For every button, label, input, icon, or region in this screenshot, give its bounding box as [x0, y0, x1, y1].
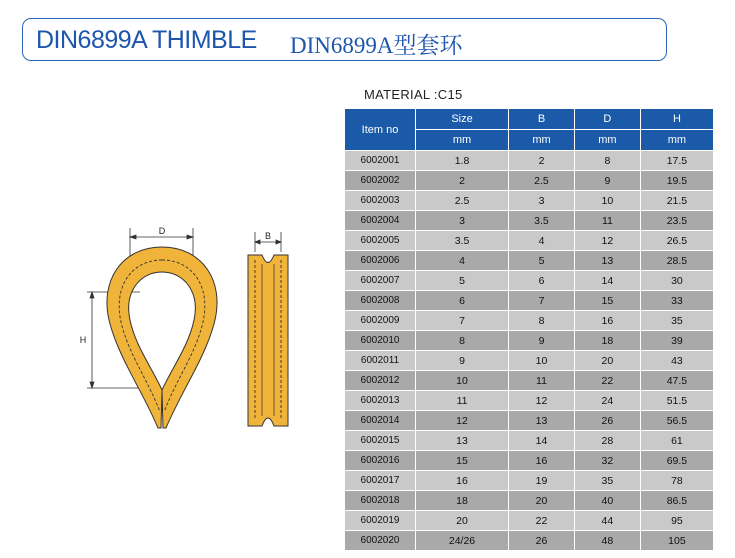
b-cell: 9 — [509, 331, 575, 351]
h-cell: 35 — [640, 311, 713, 331]
b-cell: 22 — [509, 511, 575, 531]
item-no-cell: 6002008 — [345, 291, 416, 311]
b-cell: 11 — [509, 371, 575, 391]
page-title-chinese: DIN6899A型套环 — [290, 33, 463, 58]
h-cell: 23.5 — [640, 211, 713, 231]
d-cell: 9 — [574, 171, 640, 191]
d-cell: 35 — [574, 471, 640, 491]
h-cell: 69.5 — [640, 451, 713, 471]
size-cell: 24/26 — [416, 531, 509, 551]
b-cell: 10 — [509, 351, 575, 371]
d-cell: 18 — [574, 331, 640, 351]
item-no-cell: 6002010 — [345, 331, 416, 351]
h-cell: 39 — [640, 331, 713, 351]
d-cell: 16 — [574, 311, 640, 331]
table-row — [345, 231, 714, 251]
d-cell: 48 — [574, 531, 640, 551]
d-cell: 13 — [574, 251, 640, 271]
table-row — [345, 371, 714, 391]
b-cell: 16 — [509, 451, 575, 471]
h-cell: 61 — [640, 431, 713, 451]
h-cell: 43 — [640, 351, 713, 371]
size-cell: 2.5 — [416, 191, 509, 211]
item-no-cell: 6002018 — [345, 491, 416, 511]
b-cell: 8 — [509, 311, 575, 331]
size-cell: 3 — [416, 211, 509, 231]
size-cell: 4 — [416, 251, 509, 271]
title-box — [22, 18, 667, 61]
h-cell: 56.5 — [640, 411, 713, 431]
table-row — [345, 211, 714, 231]
d-cell: 20 — [574, 351, 640, 371]
column-header-item-no: Item no — [345, 109, 416, 151]
d-cell: 22 — [574, 371, 640, 391]
thimble-drawing — [70, 220, 310, 445]
size-cell: 11 — [416, 391, 509, 411]
d-cell: 10 — [574, 191, 640, 211]
b-cell: 2.5 — [509, 171, 575, 191]
item-no-cell: 6002003 — [345, 191, 416, 211]
item-no-cell: 6002004 — [345, 211, 416, 231]
unit-b: mm — [509, 130, 575, 151]
b-cell: 3 — [509, 191, 575, 211]
h-cell: 105 — [640, 531, 713, 551]
size-cell: 10 — [416, 371, 509, 391]
spec-table — [344, 108, 714, 551]
thimble-side-view — [248, 255, 288, 426]
item-no-cell: 6002011 — [345, 351, 416, 371]
size-cell: 18 — [416, 491, 509, 511]
b-cell: 7 — [509, 291, 575, 311]
b-cell: 4 — [509, 231, 575, 251]
b-cell: 12 — [509, 391, 575, 411]
table-row — [345, 171, 714, 191]
size-cell: 15 — [416, 451, 509, 471]
size-cell: 1.8 — [416, 151, 509, 171]
table-row — [345, 511, 714, 531]
item-no-cell: 6002005 — [345, 231, 416, 251]
item-no-cell: 6002015 — [345, 431, 416, 451]
thimble-front-view — [107, 247, 217, 428]
item-no-cell: 6002007 — [345, 271, 416, 291]
table-row — [345, 491, 714, 511]
d-cell: 40 — [574, 491, 640, 511]
h-cell: 30 — [640, 271, 713, 291]
table-row — [345, 391, 714, 411]
h-cell: 28.5 — [640, 251, 713, 271]
label-d: D — [158, 226, 166, 236]
table-row — [345, 471, 714, 491]
size-cell: 2 — [416, 171, 509, 191]
item-no-cell: 6002016 — [345, 451, 416, 471]
h-cell: 33 — [640, 291, 713, 311]
item-no-cell: 6002017 — [345, 471, 416, 491]
table-row — [345, 251, 714, 271]
unit-size: mm — [416, 130, 509, 151]
column-header-h: H — [640, 109, 713, 130]
item-no-cell: 6002006 — [345, 251, 416, 271]
item-no-cell: 6002020 — [345, 531, 416, 551]
d-cell: 28 — [574, 431, 640, 451]
b-cell: 19 — [509, 471, 575, 491]
table-row — [345, 451, 714, 471]
d-cell: 8 — [574, 151, 640, 171]
table-row — [345, 351, 714, 371]
table-row — [345, 431, 714, 451]
table-row — [345, 331, 714, 351]
b-cell: 6 — [509, 271, 575, 291]
d-cell: 44 — [574, 511, 640, 531]
item-no-cell: 6002002 — [345, 171, 416, 191]
b-cell: 3.5 — [509, 211, 575, 231]
item-no-cell: 6002013 — [345, 391, 416, 411]
size-cell: 12 — [416, 411, 509, 431]
table-row — [345, 531, 714, 551]
d-cell: 32 — [574, 451, 640, 471]
h-cell: 17.5 — [640, 151, 713, 171]
table-header-row — [345, 109, 714, 130]
table-row — [345, 151, 714, 171]
b-cell: 14 — [509, 431, 575, 451]
size-cell: 9 — [416, 351, 509, 371]
d-cell: 15 — [574, 291, 640, 311]
d-cell: 11 — [574, 211, 640, 231]
item-no-cell: 6002009 — [345, 311, 416, 331]
b-cell: 5 — [509, 251, 575, 271]
b-cell: 13 — [509, 411, 575, 431]
size-cell: 6 — [416, 291, 509, 311]
table-row — [345, 271, 714, 291]
label-b: B — [264, 231, 272, 241]
column-header-d: D — [574, 109, 640, 130]
label-h: H — [79, 335, 87, 345]
d-cell: 12 — [574, 231, 640, 251]
d-cell: 14 — [574, 271, 640, 291]
item-no-cell: 6002001 — [345, 151, 416, 171]
b-cell: 26 — [509, 531, 575, 551]
d-cell: 24 — [574, 391, 640, 411]
b-cell: 2 — [509, 151, 575, 171]
table-row — [345, 191, 714, 211]
table-row — [345, 291, 714, 311]
h-cell: 47.5 — [640, 371, 713, 391]
h-cell: 95 — [640, 511, 713, 531]
size-cell: 5 — [416, 271, 509, 291]
unit-h: mm — [640, 130, 713, 151]
h-cell: 78 — [640, 471, 713, 491]
page-title: DIN6899A THIMBLE — [36, 26, 257, 54]
h-cell: 21.5 — [640, 191, 713, 211]
size-cell: 8 — [416, 331, 509, 351]
size-cell: 13 — [416, 431, 509, 451]
h-cell: 51.5 — [640, 391, 713, 411]
size-cell: 16 — [416, 471, 509, 491]
size-cell: 7 — [416, 311, 509, 331]
item-no-cell: 6002019 — [345, 511, 416, 531]
unit-d: mm — [574, 130, 640, 151]
h-cell: 19.5 — [640, 171, 713, 191]
table-row — [345, 311, 714, 331]
item-no-cell: 6002012 — [345, 371, 416, 391]
item-no-cell: 6002014 — [345, 411, 416, 431]
h-cell: 26.5 — [640, 231, 713, 251]
d-cell: 26 — [574, 411, 640, 431]
b-cell: 20 — [509, 491, 575, 511]
size-cell: 20 — [416, 511, 509, 531]
table-row — [345, 411, 714, 431]
column-header-b: B — [509, 109, 575, 130]
material-label: MATERIAL :C15 — [364, 87, 463, 102]
column-header-size: Size — [416, 109, 509, 130]
h-cell: 86.5 — [640, 491, 713, 511]
size-cell: 3.5 — [416, 231, 509, 251]
